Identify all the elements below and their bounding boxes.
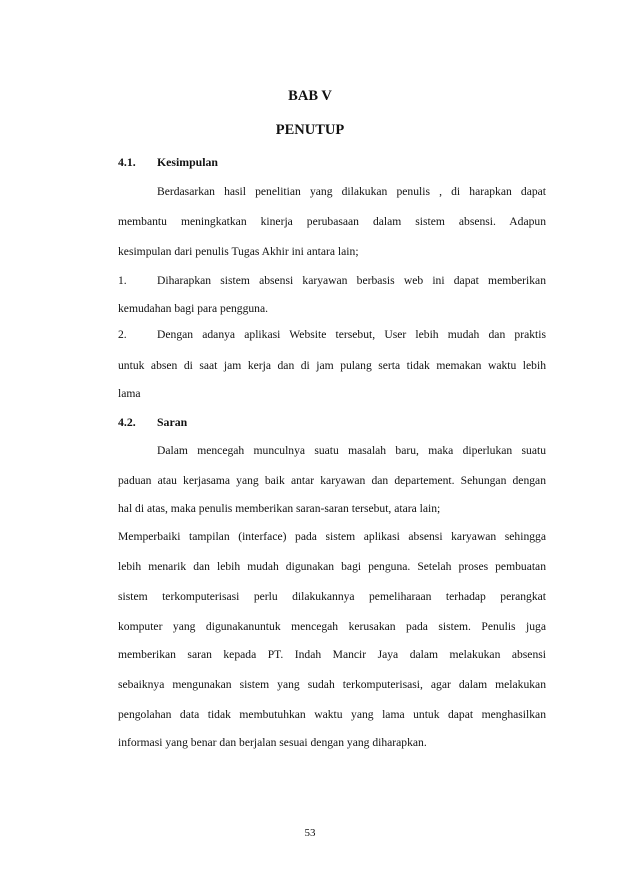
paragraph-line: membantu meningkatkan kinerja perubasaan dalam sistem absensi. Adapun bbox=[118, 215, 546, 228]
section-title: Saran bbox=[157, 415, 188, 429]
list-item-text: lama bbox=[118, 387, 141, 400]
chapter-label: BAB V bbox=[288, 88, 332, 104]
paragraph-line: sistem terkomputerisasi perlu dilakukannya pemeliharaan terhadap perangkat bbox=[118, 590, 546, 603]
paragraph-line: Berdasarkan hasil penelitian yang dilakukan penulis , di harapkan dapat bbox=[157, 185, 546, 198]
list-item bbox=[118, 274, 546, 288]
paragraph-line: hal di atas, maka penulis memberikan saran-saran tersebut, atara lain; bbox=[118, 502, 441, 515]
paragraph-line: Dalam mencegah munculnya suatu masalah baru, maka diperlukan suatu bbox=[157, 444, 546, 457]
list-item-text: Dengan adanya aplikasi Website tersebut, User lebih mudah dan praktis bbox=[157, 328, 546, 341]
list-item-text: kemudahan bagi para pengguna. bbox=[118, 302, 269, 315]
paragraph-line: informasi yang benar dan berjalan sesuai dengan yang diharapkan. bbox=[118, 736, 427, 749]
section-number: 4.1. bbox=[118, 155, 136, 169]
paragraph-line: memberikan saran kepada PT. Indah Mancir Jaya dalam melakukan absensi bbox=[118, 648, 546, 661]
list-item-text: untuk absen di saat jam kerja dan di jam pulang serta tidak memakan waktu lebih bbox=[118, 359, 546, 372]
paragraph-line: pengolahan data tidak membutuhkan waktu yang lama untuk dapat menghasilkan bbox=[118, 708, 546, 721]
paragraph-line: sebaiknya mengunakan sistem yang sudah terkomputerisasi, agar dalam melakukan bbox=[118, 678, 546, 691]
list-item-number: 2. bbox=[118, 328, 127, 341]
paragraph-line: paduan atau kerjasama yang baik antar karyawan dan departement. Sehungan dengan bbox=[118, 474, 546, 487]
section-number: 4.2. bbox=[118, 415, 136, 429]
paragraph-line: komputer yang digunakanuntuk mencegah kerusakan pada sistem. Penulis juga bbox=[118, 620, 546, 633]
page-number: 53 bbox=[304, 827, 316, 839]
list-item-text: Diharapkan sistem absensi karyawan berbasis web ini dapat memberikan bbox=[157, 274, 546, 287]
list-item bbox=[118, 328, 546, 342]
paragraph-line: kesimpulan dari penulis Tugas Akhir ini antara lain; bbox=[118, 245, 359, 258]
list-item-number: 1. bbox=[118, 274, 127, 287]
section-title: Kesimpulan bbox=[157, 155, 218, 169]
paragraph-line: Memperbaiki tampilan (interface) pada sistem aplikasi absensi karyawan sehingga bbox=[118, 530, 546, 543]
chapter-title: PENUTUP bbox=[275, 122, 345, 138]
paragraph-line: lebih menarik dan lebih mudah digunakan bagi penguna. Setelah proses pembuatan bbox=[118, 560, 546, 573]
